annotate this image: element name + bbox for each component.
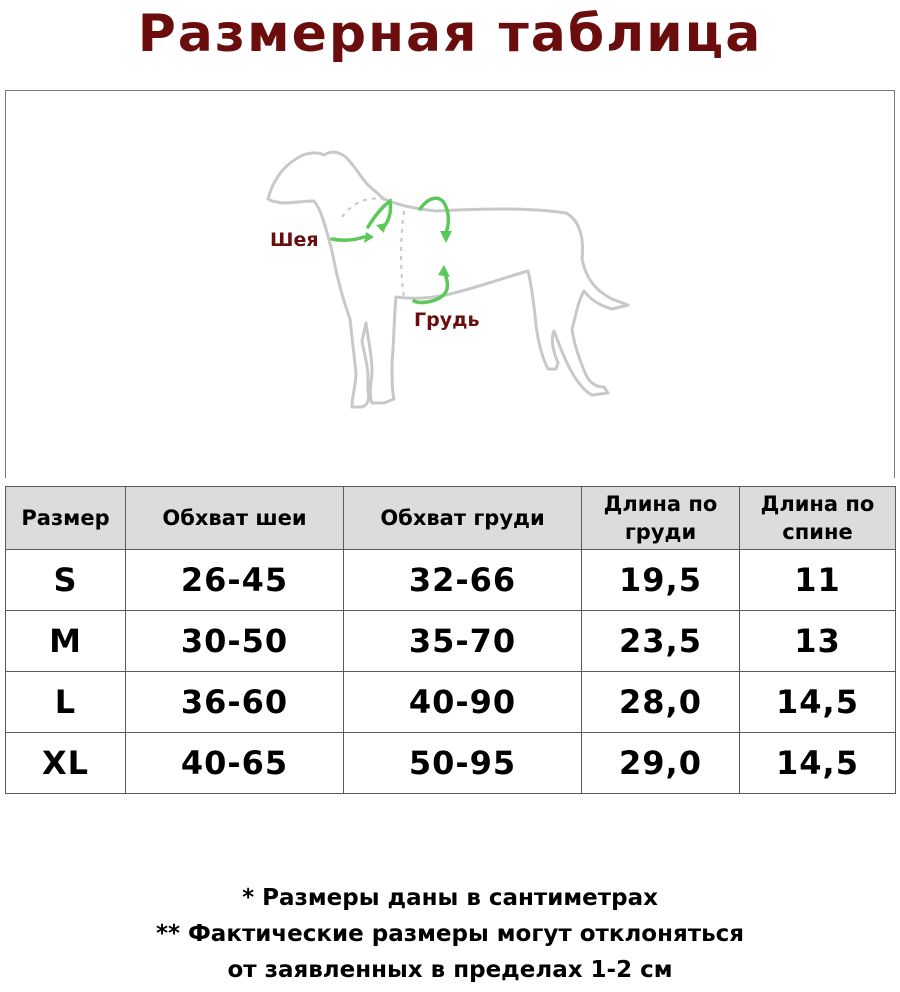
cell-neck-girth: 30-50	[126, 611, 344, 672]
table-header-row	[6, 487, 896, 550]
cell-chest-length: 23,5	[582, 611, 740, 672]
chest-arrow-bottom-head	[438, 265, 450, 277]
cell-size: M	[6, 611, 126, 672]
cell-size: XL	[6, 733, 126, 794]
page-title: Размерная таблица	[137, 4, 763, 64]
footnotes	[0, 880, 900, 988]
cell-chest-girth: 32-66	[344, 550, 582, 611]
table-row	[6, 672, 896, 733]
cell-chest-girth: 50-95	[344, 733, 582, 794]
table-row	[6, 611, 896, 672]
footnote-units: * Размеры даны в сантиметрах	[242, 885, 658, 911]
table-row	[6, 733, 896, 794]
chest-dashed-line	[401, 211, 404, 297]
header-back-length: Длина по спине	[740, 487, 896, 550]
chest-arrow-top	[420, 198, 448, 233]
footnote-deviation-cont: от заявленных в пределах 1-2 см	[227, 957, 673, 983]
cell-back-length: 14,5	[740, 672, 896, 733]
neck-arrow-left	[332, 237, 364, 240]
table-row	[6, 550, 896, 611]
cell-back-length: 14,5	[740, 733, 896, 794]
size-table	[5, 486, 896, 794]
cell-back-length: 11	[740, 550, 896, 611]
footnote-deviation: ** Фактические размеры могут отклоняться	[155, 921, 745, 947]
cell-size: S	[6, 550, 126, 611]
chest-label: Грудь	[414, 309, 480, 331]
dog-outline-illustration	[6, 91, 893, 479]
cell-chest-length: 28,0	[582, 672, 740, 733]
cell-size: L	[6, 672, 126, 733]
cell-back-length: 13	[740, 611, 896, 672]
header-size: Размер	[6, 487, 126, 550]
chest-arrow-top-head	[440, 231, 452, 243]
header-chest-length: Длина по груди	[582, 487, 740, 550]
cell-chest-length: 29,0	[582, 733, 740, 794]
cell-chest-girth: 35-70	[344, 611, 582, 672]
header-chest-girth: Обхват груди	[344, 487, 582, 550]
dog-diagram-frame	[5, 90, 895, 478]
neck-label: Шея	[270, 229, 319, 251]
neck-arrow-right-head	[376, 223, 386, 233]
neck-arrow-left-head	[364, 232, 374, 243]
cell-neck-girth: 26-45	[126, 550, 344, 611]
header-neck-girth: Обхват шеи	[126, 487, 344, 550]
cell-chest-length: 19,5	[582, 550, 740, 611]
cell-neck-girth: 36-60	[126, 672, 344, 733]
cell-neck-girth: 40-65	[126, 733, 344, 794]
cell-chest-girth: 40-90	[344, 672, 582, 733]
